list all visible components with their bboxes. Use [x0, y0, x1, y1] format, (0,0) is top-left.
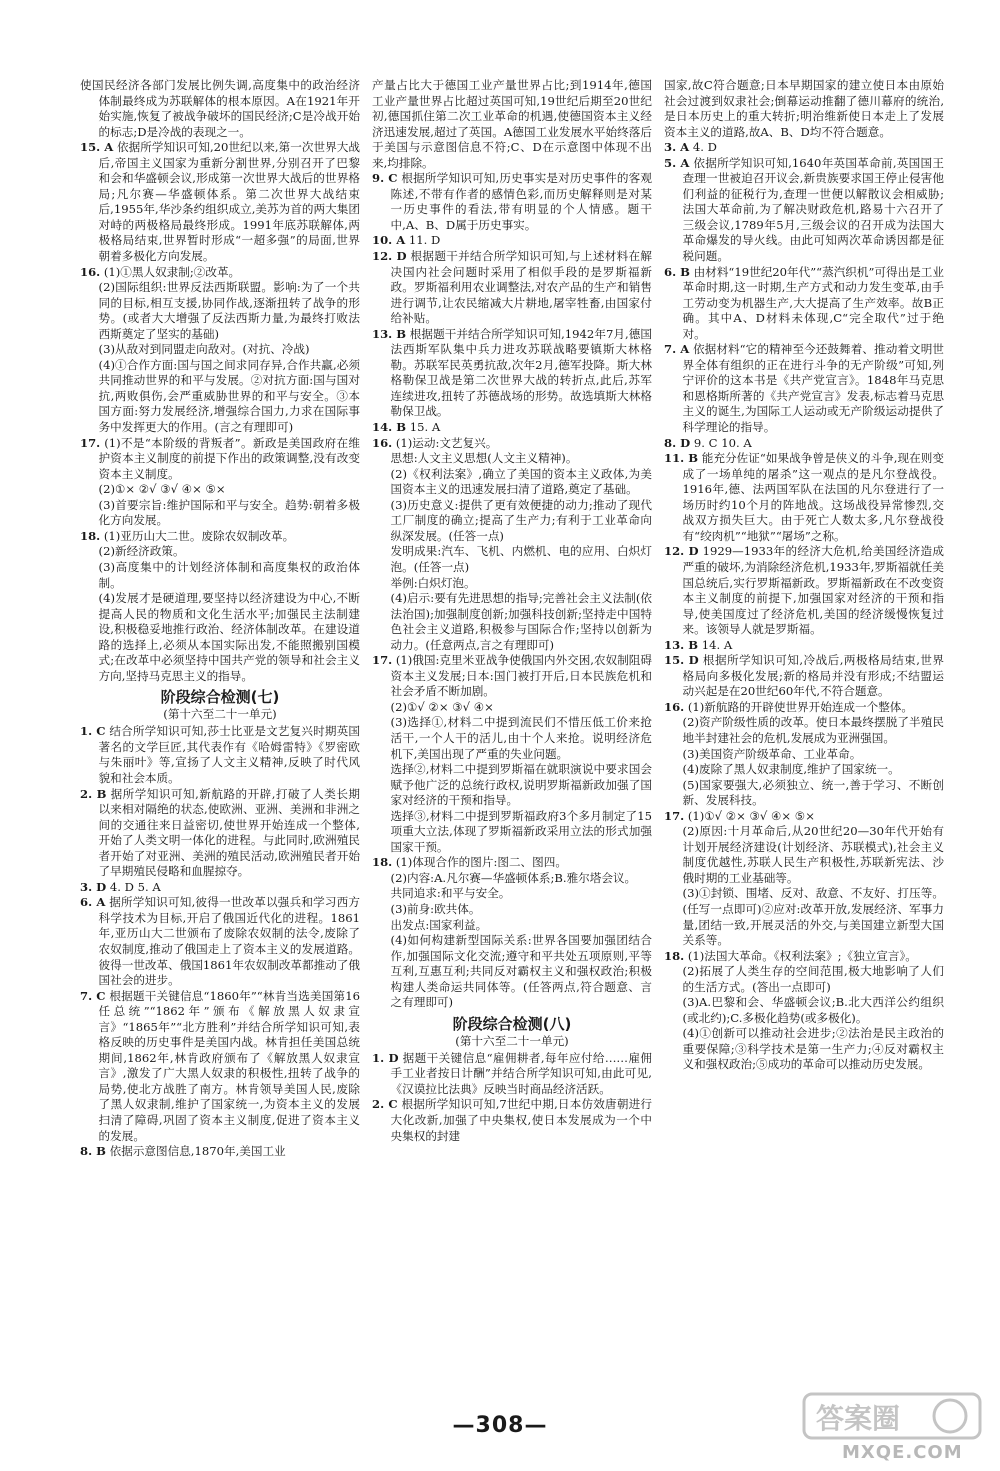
answer-text: (1)①√ ②× ③√ ④× ⑤×: [687, 808, 815, 823]
answer-item: [80, 880, 360, 896]
answer-text: (1)不是“本阶级的背叛者”。新政是美国政府在维护资本主义制度的前提下作出的政策调整,没有改变资本主义制度。: [98, 435, 360, 481]
answer-text: (1)亚历山大二世。废除农奴制改革。: [103, 528, 295, 543]
answer-subpart: (3)①封锁、围堵、反对、敌意、不友好、打压等。(任写一点即可)②应对:改革开放,发展经济、军事力量,团结一致,开展灵活的外交,与美国建立新型大国关系等。: [682, 886, 944, 948]
answer-text: 4. D 5. A: [109, 879, 161, 894]
answer-subpart: (4)启示:要有先进思想的指导;完善社会主义法制(依法治国);加强制度创新;加强科技创新;坚持走中国特色社会主义道路,积极参与国际合作;坚持以创新为动力。(任意两点,言之有理即可): [390, 591, 652, 652]
answer-number: 12. D: [664, 544, 699, 559]
answer-item: [372, 233, 652, 249]
answer-text: 据所学知识可知,新航路的开辟,打破了人类长期以来相对隔绝的状态,使欧洲、亚洲、美洲和非洲之间的交通往来日益密切,使世界开始连成一个整体,开始了人类文明一体化的进程。与此同时,欧洲殖民者开始了对亚洲、美洲的殖民活动,欧洲殖民者开始了早期殖民侵略和血腥掠夺。: [98, 786, 360, 879]
answer-text: (1)运动:文艺复兴。: [395, 435, 498, 450]
answer-text: (1)①黑人奴隶制;②改革。: [103, 264, 241, 279]
answer-number: 3. A: [664, 140, 690, 155]
answer-item: [80, 989, 360, 1144]
answer-item: [80, 140, 360, 264]
page-number: —308—: [452, 1413, 548, 1438]
answer-number: 16.: [80, 264, 101, 279]
answer-text: 据所学知识可知,彼得一世改革以强兵和学习西方科学技术为目标,开启了俄国近代化的进程。1861年,亚历山大二世颁布了废除农奴制的法令,废除了农奴制度,推动了俄国走上了资本主义的发展道路。彼得一世改革、俄国1861年农奴制改革都推动了俄国社会的进步。: [98, 895, 360, 988]
answer-continuation: 产量占比大于德国工业产量世界占比;到1914年,德国工业产量世界占比超过英国可知,19世纪后期至20世纪初,德国抓住第二次工业革命的机遇,使德国资本主义经济迅速发展,超过了英国。A德国工业发展水平始终落后于美国与示意图信息不符;C、D在示意图中体现不出来,均排除。: [372, 78, 652, 170]
column-2: [372, 78, 652, 1408]
answer-subpart: (2)①√ ②× ③√ ④×: [390, 699, 494, 714]
answer-number: 7. C: [80, 988, 106, 1003]
answer-text: 根据题干并结合所学知识可知,与上述材料在解决国内社会问题时采用了相似手段的是罗斯福新政。罗斯福利用农业调整法,对农产品的生产和销售进行调节,让农民缩减大片耕地,屠宰牲畜,由国家付给补贴。: [390, 249, 652, 326]
answer-item: [664, 544, 944, 637]
answer-number: 15. D: [664, 653, 699, 668]
answer-subpart: 选择③,材料二中提到罗斯福政府3个多月制定了15项重大立法,体现了罗斯福新政采用立法的形式加强国家干预。: [390, 808, 652, 854]
answer-subpart: 举例:白炽灯泡。: [390, 575, 476, 590]
answer-number: 6. A: [80, 895, 106, 910]
answer-subpart: (3)A.巴黎和会、华盛顿会议;B.北大西洋公约组织(或北约);C.多极化趋势(或多极化)。: [682, 995, 944, 1025]
answer-number: 13. B: [664, 637, 699, 652]
answer-number: 1. C: [80, 724, 106, 739]
answer-number: 18.: [664, 948, 685, 963]
answer-number: 7. A: [664, 342, 690, 357]
answer-item: [664, 342, 944, 435]
answer-subpart: 思想:人文主义思想(人文主义精神)。: [390, 451, 578, 466]
answer-item: [80, 265, 360, 281]
answer-text: 能充分佐证“如果战争曾是侠义的斗争,现在则变成了一场单纯的屠杀”这一观点的是凡尔登战役。1916年,德、法两国军队在法国的凡尔登进行了一场历时约10个月的阵地战。这场战役异常惨烈,交战双方损失巨大。由于死亡人数太多,凡尔登战役有“绞肉机”“地狱”“屠场”之称。: [682, 451, 944, 543]
answer-number: 10. A: [372, 233, 406, 248]
answer-item: [80, 529, 360, 545]
answer-subpart: (4)发展才是硬道理,要坚持以经济建设为中心,不断提高人民的物质和文化生活水平;加强民主法制建设,积极稳妥地推行政治、经济体制改革。在建设道路的选择上,必须从本国实际出发,不能照搬别国模式;在改革中必须坚持中国共产党的领导和社会主义方向,坚持马克思主义的指导。: [98, 591, 360, 683]
answer-item: [664, 638, 944, 654]
answer-subpart: (3)美国资产阶级革命、工业革命。: [682, 746, 862, 761]
answer-subpart: (2)资产阶级性质的改革。使日本最终摆脱了半殖民地半封建社会的危机,发展成为亚洲强国。: [682, 715, 944, 745]
answer-number: 18.: [372, 855, 393, 870]
section-heading: 阶段综合检测(八): [452, 1014, 572, 1033]
answer-number: 8. D: [664, 435, 691, 450]
answer-subpart: (5)国家要强大,必须独立、统一,善于学习、不断创新、发展科技。: [682, 777, 944, 808]
answer-text: 9. C 10. A: [693, 435, 752, 450]
answer-number: 3. D: [80, 879, 107, 894]
answer-item: [80, 895, 360, 988]
answer-item: [372, 1051, 652, 1098]
answer-subpart: (3)前身:欧共体。: [390, 901, 481, 916]
answer-text: 根据所学知识可知,历史事实是对历史事件的客观陈述,不带有作者的感情色彩,而历史解释则是对某一历史事件的看法,带有明显的个人情感。题干中,A、B、D属于历史事实。: [390, 171, 652, 232]
answer-subpart: 发明成果:汽车、飞机、内燃机、电的应用、白炽灯泡。(任答一点): [390, 544, 652, 574]
watermark-brand-text: 答案圈: [816, 1402, 901, 1435]
column-3: [664, 78, 944, 1408]
answer-subpart: (2)《权利法案》,确立了美国的资本主义政体,为美国资本主义的迅速发展扫清了道路,奠定了基础。: [390, 466, 652, 497]
answer-subpart: 出发点:国家利益。: [390, 917, 488, 932]
answer-subpart: (4)如何构建新型国际关系:世界各国要加强团结合作,加强国际文化交流;遵守和平共处五项原则,平等互利,互惠互利;共同反对霸权主义和强权政治;积极构建人类命运共同体等。(任答两点,符合题意、言之有理即可): [390, 933, 652, 1010]
section-heading: 阶段综合检测(七): [160, 688, 280, 707]
answer-number: 12. D: [372, 249, 407, 264]
answer-text: 据题干关键信息“雇佣耕者,每年应付给……雇佣手工业者按日计酬”并结合所学知识可知,由此可见,《汉谟拉比法典》反映当时商品经济活跃。: [390, 1050, 652, 1096]
answer-item: [664, 451, 944, 544]
answer-text: 依据示意图信息,1870年,美国工业: [109, 1144, 286, 1159]
column-1: [80, 78, 360, 1408]
answer-text: 11. D: [408, 233, 441, 248]
answer-number: 18.: [80, 528, 101, 543]
answer-item: [372, 249, 652, 327]
answer-number: 9. C: [372, 171, 398, 186]
answer-number: 15. A: [80, 140, 114, 155]
answer-number: 13. B: [372, 326, 407, 341]
answer-text: 4. D: [692, 140, 717, 155]
answer-subpart: (3)历史意义:提供了更有效便捷的动力;推动了现代工厂制度的确立;提高了生产力;有利于工业革命向纵深发展。(任答一点): [390, 497, 652, 543]
answer-text: 15. A: [409, 420, 441, 435]
answer-number: 17.: [664, 808, 685, 823]
answer-subpart: (2)内容:A.凡尔赛—华盛顿体系;B.雅尔塔会议。: [390, 870, 637, 885]
answer-subpart: (2)国际组织:世界反法西斯联盟。影响:为了一个共同的目标,相互支援,协同作战,逐渐扭转了战争的形势。(或者大大增强了反法西斯力量,为最终打败法西斯奠定了坚实的基础): [98, 280, 360, 341]
answer-item: [664, 436, 944, 452]
answer-text: (1)法国大革命。《权利法案》;《独立宣言》。: [687, 948, 917, 963]
answer-subpart: (2)拓展了人类生存的空间范围,极大地影响了人们的生活方式。(答出一点即可): [682, 964, 944, 994]
answer-number: 17.: [80, 435, 101, 450]
answer-item: [664, 653, 944, 700]
section-subheading: (第十六至二十一单元): [163, 707, 277, 722]
answer-text: 14. A: [701, 637, 733, 652]
answer-text: 由材料“19世纪20年代”“蒸汽织机”可得出是工业革命时期,这一时期,生产方式和动力发生变革,由手工劳动变为机器生产,大大提高了生产效率。故B正确。其中A、D材料未体现,C“完全取代”过于绝对。: [682, 264, 944, 341]
answer-item: [372, 653, 652, 700]
answer-text: 结合所学知识可知,莎士比亚是文艺复兴时期英国著名的文学巨匠,其代表作有《哈姆雷特》《罗密欧与朱丽叶》等,宣扬了人文主义精神,反映了时代风貌和社会本质。: [98, 724, 360, 785]
answer-text: 使国民经济各部门发展比例失调,高度集中的政治经济体制最终成为苏联解体的根本原因。A在1921年开始实施,恢复了被战争破坏的国民经济;C是冷战开始的标志;D是冷战的表现之一。: [80, 78, 360, 139]
answer-number: 16.: [372, 435, 393, 450]
answer-number: 11. B: [664, 451, 699, 466]
answer-item: [664, 949, 944, 965]
answer-item: [664, 265, 944, 343]
answer-text: 1929—1933年的经济大危机,给美国经济造成严重的破坏,为消除经济危机,1933年,罗斯福就任美国总统后,实行罗斯福新政。罗斯福新政在不改变资本主义制度的前提下,加强国家对经济的干预和指导,使美国度过了经济危机,美国的经济缓慢恢复过来。该领导人就是罗斯福。: [682, 544, 944, 637]
answer-number: 6. B: [664, 264, 690, 279]
answer-item: [372, 420, 652, 436]
answer-number: 1. D: [372, 1050, 399, 1065]
answer-text: 依据所学知识可知,20世纪以来,第一次世界大战后,帝国主义国家为重新分割世界,分别召开了巴黎和会和华盛顿会议,形成第一次世界大战后的世界格局;凡尔赛—华盛顿体系。第二次世界大战结束后,1955年,华沙条约组织成立,美苏为首的两大集团对峙的两极格局最终形成。1991年底苏联解体,两极格局结束,世界暂时形成“一超多强”的局面,世界朝着多极化方向发展。: [98, 140, 360, 264]
answer-number: 17.: [372, 653, 393, 668]
answer-subpart: (3)高度集中的计划经济体制和高度集权的政治体制。: [98, 559, 360, 590]
answer-key-page: [80, 78, 960, 1408]
answer-number: 2. C: [372, 1097, 398, 1112]
answer-item: [372, 855, 652, 871]
answer-item: [80, 787, 360, 880]
answer-subpart: 选择②,材料二中提到罗斯福在就职演说中要求国会赋予他广泛的总统行政权,说明罗斯福新政加强了国家对经济的干预和指导。: [390, 762, 652, 808]
watermark-logo: [802, 1392, 982, 1464]
answer-text: (1)俄国:克里米亚战争使俄国内外交困,农奴制阻碍资本主义发展;日本:国门被打开后,日本民族危机和社会矛盾不断加剧。: [390, 653, 652, 699]
answer-subpart: (3)首要宗旨:维护国际和平与安全。趋势:朝着多极化方向发展。: [98, 497, 360, 528]
answer-number: 2. B: [80, 786, 107, 801]
answer-continuation: 国家,故C符合题意;日本早期国家的建立使日本由原始社会过渡到奴隶社会;倒幕运动推翻了德川幕府的统治,是日本历史上的重大转折;明治维新使日本走上了发展资本主义的道路,故A、B、D均不符合题意。: [664, 78, 944, 139]
answer-item: [372, 327, 652, 420]
answer-item: [80, 78, 360, 140]
answer-item: [664, 140, 944, 156]
answer-text: (1)新航路的开辟使世界开始连成一个整体。: [687, 699, 913, 714]
answer-item: [372, 1097, 652, 1144]
answer-text: 根据题干关键信息“1860年”“林肯当选美国第16任总统”“1862年”颁布《解放黑人奴隶宣言》“1865年”“北方胜利”并结合所学知识可知,表格反映的历史事件是美国内战。林肯担任美国总统期间,1862年,林肯政府颁布了《解放黑人奴隶宣言》,激发了广大黑人奴隶的积极性,扭转了战争的局势,使北方战胜了南方。林肯领导美国人民,废除了黑人奴隶制,维护了国家统一,为资本主义的发展扫清了障碍,巩固了资本主义制度,促进了资本主义的发展。: [98, 988, 360, 1143]
answer-subpart: 共同追求:和平与安全。: [390, 886, 511, 901]
answer-item: [664, 809, 944, 825]
answer-subpart: (4)废除了黑人奴隶制度,维护了国家统一。: [682, 762, 900, 777]
answer-subpart: (2)①× ②√ ③√ ④× ⑤×: [98, 482, 226, 497]
answer-subpart: (2)原因:十月革命后,从20世纪20—30年代开始有计划开展经济建设(计划经济、苏联模式),社会主义制度优越性,苏联人民生产积极性,苏联新宪法、沙俄时期的工业基础等。: [682, 824, 944, 885]
answer-item: [664, 700, 944, 716]
answer-text: 根据题干并结合所学知识可知,1942年7月,德国法西斯军队集中兵力进攻苏联战略要镇斯大林格勒。苏联军民英勇抗敌,次年2月,德军投降。斯大林格勒保卫战是第二次世界大战的转折点,此后,苏军连续进攻,扭转了苏德战场的形势。故选填斯大林格勒保卫战。: [390, 326, 652, 419]
answer-item: [664, 156, 944, 265]
answer-item: [372, 436, 652, 452]
answer-item: [80, 1144, 360, 1160]
answer-item: [80, 436, 360, 483]
answer-text: (1)体现合作的图片:图二、图四。: [395, 855, 567, 870]
answer-subpart: (3)选择①,材料二中提到流民们不惜压低工价来抢活干,一个人干的活儿,由十个人来抢。说明经济危机下,美国出现了严重的失业问题。: [390, 715, 652, 761]
answer-text: 依据材料“它的精神至今还鼓舞着、推动着文明世界全体有组织的正在进行斗争的无产阶级”可知,列宁评价的这本书是《共产党宣言》。1848年马克思和恩格斯所著的《共产党宣言》发表,标志着马克思主义的诞生,为国际工人运动或无产阶级运动提供了科学理论的指导。: [682, 342, 944, 435]
answer-number: 16.: [664, 699, 685, 714]
answer-item: [80, 724, 360, 786]
answer-subpart: (3)从敌对到同盟走向敌对。(对抗、冷战): [98, 342, 310, 357]
answer-number: 14. B: [372, 420, 407, 435]
answer-number: 8. B: [80, 1144, 106, 1159]
answer-subpart: (4)①合作方面:国与国之间求同存异,合作共赢,必须共同推动世界的和平与发展。②对抗方面:国与国对抗,两败俱伤,会严重威胁世界的和平与安全。③本国方面:努力发展经济,增强综合国力,力求在国际事务中发挥更大的作用。(言之有理即可): [98, 357, 360, 435]
answer-text: 根据所学知识可知,7世纪中期,日本仿效唐朝进行大化改新,加强了中央集权,使日本发展成为一个中央集权的封建: [390, 1097, 652, 1143]
answer-text: 根据所学知识可知,冷战后,两极格局结束,世界格局向多极化发展;新的格局并没有形成;不结盟运动兴起是在20世纪60年代,不符合题意。: [682, 653, 944, 699]
section-subheading: (第十六至二十一单元): [455, 1033, 569, 1048]
answer-number: 5. A: [664, 155, 690, 170]
answer-text: 依据所学知识可知,1640年英国革命前,英国国王查理一世被迫召开议会,新贵族要求国王停止侵害他们利益的征税行为,查理一世便以解散议会相威胁;法国大革命前,为了解决财政危机,路易十六召开了三级会议,1789年5月,三级会议的召开成为法国大革命爆发的导火线。由此可知两次革命诱因都是征税问题。: [682, 155, 944, 264]
answer-item: [372, 171, 652, 233]
answer-subpart: (4)①创新可以推动社会进步;②法治是民主政治的重要保障;③科学技术是第一生产力;④反对霸权主义和强权政治;⑤成功的革命可以推动历史发展。: [682, 1026, 944, 1072]
watermark-url: MXQE.COM: [842, 1442, 963, 1463]
answer-subpart: (2)新经济政策。: [98, 544, 185, 559]
